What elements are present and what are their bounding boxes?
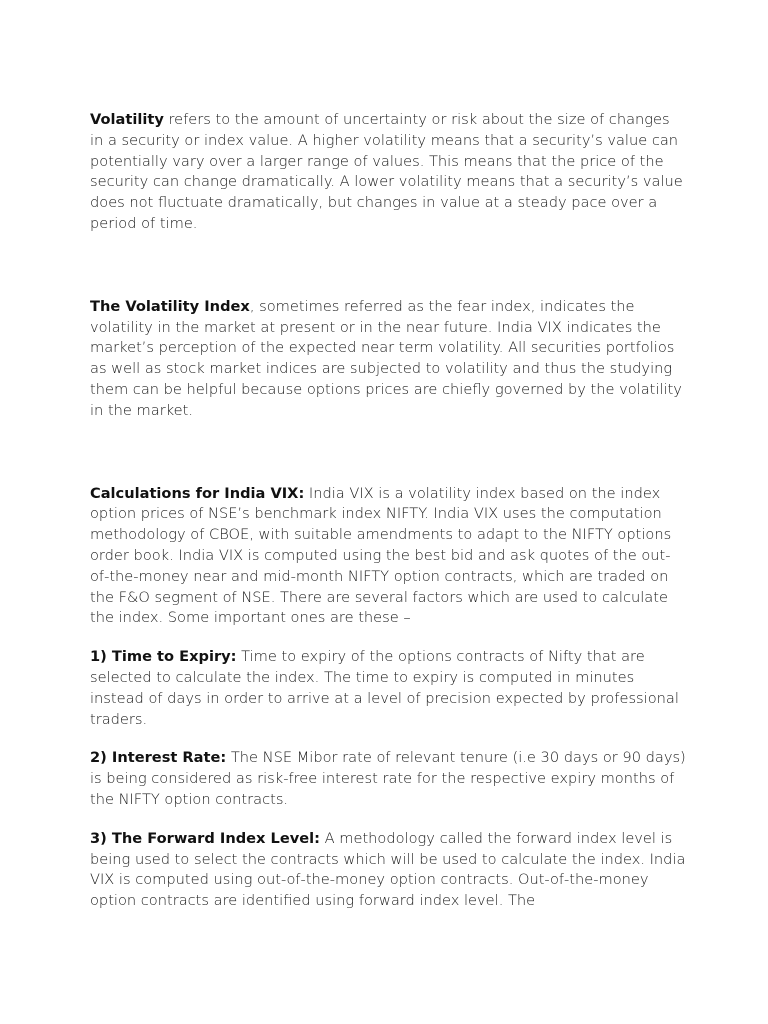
spacer (90, 235, 686, 297)
spacer (90, 730, 686, 748)
heading-interest-rate: 2) Interest Rate: (90, 749, 227, 767)
spacer (90, 629, 686, 647)
text-forward-index-level: A methodology called the forward index level is being used to select the contracts which will be used to calculate the index. India VIX is computed using out-of-the-money option contracts. Out-of-the-money option contracts are identified using forward index level. The (90, 829, 686, 910)
document-page (90, 110, 686, 912)
text-calculations: India VIX is a volatility index based on the index option prices of NSE’s benchmark index NIFTY. India VIX uses the computation methodology of CBOE, with suitable amendments to adapt to the NIFTY options order book. India VIX is computed using the best bid and ask quotes of the out-of-the-money near and mid-month NIFTY option contracts, which are traded on the F&O segment of NSE. There are several factors which are used to calculate the index. Some important ones are these – (90, 484, 672, 627)
heading-forward-index-level: 3) The Forward Index Level: (90, 829, 320, 847)
heading-volatility-index: The Volatility Index (90, 297, 250, 315)
heading-volatility: Volatility (90, 111, 164, 128)
paragraph-volatility-index (90, 297, 686, 422)
text-volatility-index: , sometimes referred as the fear index, indicates the volatility in the market at present or in the near future. India VIX indicates the market’s perception of the expected near term volatility. All securities portfolios as well as stock market indices are subjected to volatility and thus the studying them can be helpful because options prices are chiefly governed by the volatility in the market. (90, 297, 682, 419)
paragraph-calculations (90, 484, 686, 630)
spacer (90, 811, 686, 829)
paragraph-interest-rate (90, 748, 686, 810)
heading-time-to-expiry: 1) Time to Expiry: (90, 648, 237, 666)
paragraph-time-to-expiry (90, 647, 686, 730)
paragraph-volatility (90, 110, 686, 235)
paragraph-forward-index-level (90, 829, 686, 912)
heading-calculations: Calculations for India VIX: (90, 484, 305, 502)
spacer (90, 422, 686, 484)
text-time-to-expiry: Time to expiry of the options contracts of Nifty that are selected to calculate the index. The time to expiry is computed in minutes instead of days in order to arrive at a level of precision expected by professional traders. (90, 648, 679, 728)
text-interest-rate: The NSE Mibor rate of relevant tenure (i.e 30 days or 90 days) is being considered as risk-free interest rate for the respective expiry months of the NIFTY option contracts. (90, 749, 686, 808)
text-volatility: refers to the amount of uncertainty or risk about the size of changes in a security or index value. A higher volatility means that a security’s value can potentially vary over a larger range of values. This means that the price of the security can change dramatically. A lower volatility means that a security’s value does not fluctuate dramatically, but changes in value at a steady pace over a period of time. (90, 111, 683, 232)
